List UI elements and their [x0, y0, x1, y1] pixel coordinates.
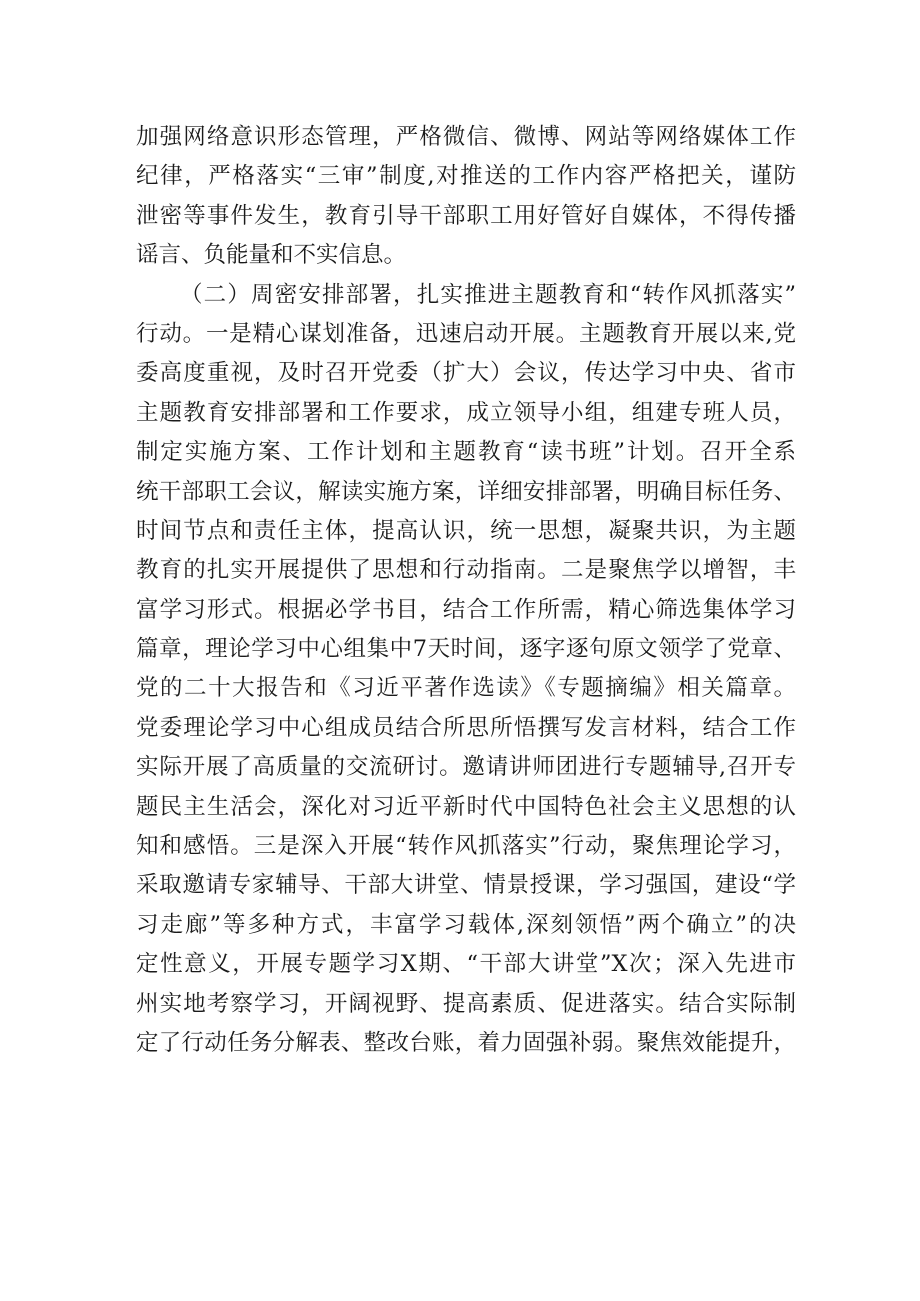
text-line-23: 州实地考察学习，开阔视野、提高素质、促进落实。结合实际制	[136, 990, 796, 1017]
text-line-17: 实际开展了高质量的交流研讨。邀请讲师团进行专题辅导,召开专	[136, 754, 796, 781]
text-line-10: 统干部职工会议，解读实施方案，详细安排部署，明确目标任务、	[136, 478, 796, 505]
text-line-3: 泄密等事件发生，教育引导干部职工用好管好自媒体，不得传播	[136, 202, 796, 229]
text-line-11: 时间节点和责任主体，提高认识，统一思想，凝聚共识，为主题	[136, 517, 796, 544]
text-line-6: 行动。一是精心谋划准备，迅速启动开展。主题教育开展以来,党	[136, 320, 796, 347]
text-line-15: 党的二十大报告和《习近平著作选读》《专题摘编》相关篇章。	[136, 675, 796, 702]
text-line-12: 教育的扎实开展提供了思想和行动指南。二是聚焦学以增智，丰	[136, 557, 796, 584]
text-line-22: 定性意义，开展专题学习X期、“干部大讲堂”X次；深入先进市	[136, 951, 796, 978]
text-line-2: 纪律，严格落实“三审”制度,对推送的工作内容严格把关，谨防	[136, 163, 796, 190]
text-line-24: 定了行动任务分解表、整改台账，着力固强补弱。聚焦效能提升，	[136, 1029, 796, 1056]
text-line-19: 知和感悟。三是深入开展“转作风抓落实”行动，聚焦理论学习，	[136, 833, 796, 860]
text-line-13: 富学习形式。根据必学书目，结合工作所需，精心筛选集体学习	[136, 596, 796, 623]
text-line-7: 委高度重视，及时召开党委（扩大）会议，传达学习中央、省市	[136, 360, 796, 387]
text-line-20: 采取邀请专家辅导、干部大讲堂、情景授课，学习强国，建设“学	[136, 872, 796, 899]
text-line-18: 题民主生活会，深化对习近平新时代中国特色社会主义思想的认	[136, 793, 796, 820]
section-heading-line: （二）周密安排部署，扎实推进主题教育和“转作风抓落实”	[180, 281, 796, 308]
text-line-21: 习走廊”等多种方式，丰富学习载体,深刻领悟”两个确立”的决	[136, 911, 796, 938]
text-line-9: 制定实施方案、工作计划和主题教育“读书班”计划。召开全系	[136, 439, 796, 466]
document-body	[136, 118, 796, 1063]
text-line-16: 党委理论学习中心组成员结合所思所悟撰写发言材料，结合工作	[136, 714, 796, 741]
text-line-4: 谣言、负能量和不实信息。	[136, 242, 407, 269]
text-line-1: 加强网络意识形态管理，严格微信、微博、网站等网络媒体工作	[136, 124, 796, 150]
text-line-8: 主题教育安排部署和工作要求，成立领导小组，组建专班人员，	[136, 399, 796, 426]
text-line-14: 篇章，理论学习中心组集中7天时间，逐字逐句原文领学了党章、	[136, 636, 796, 663]
